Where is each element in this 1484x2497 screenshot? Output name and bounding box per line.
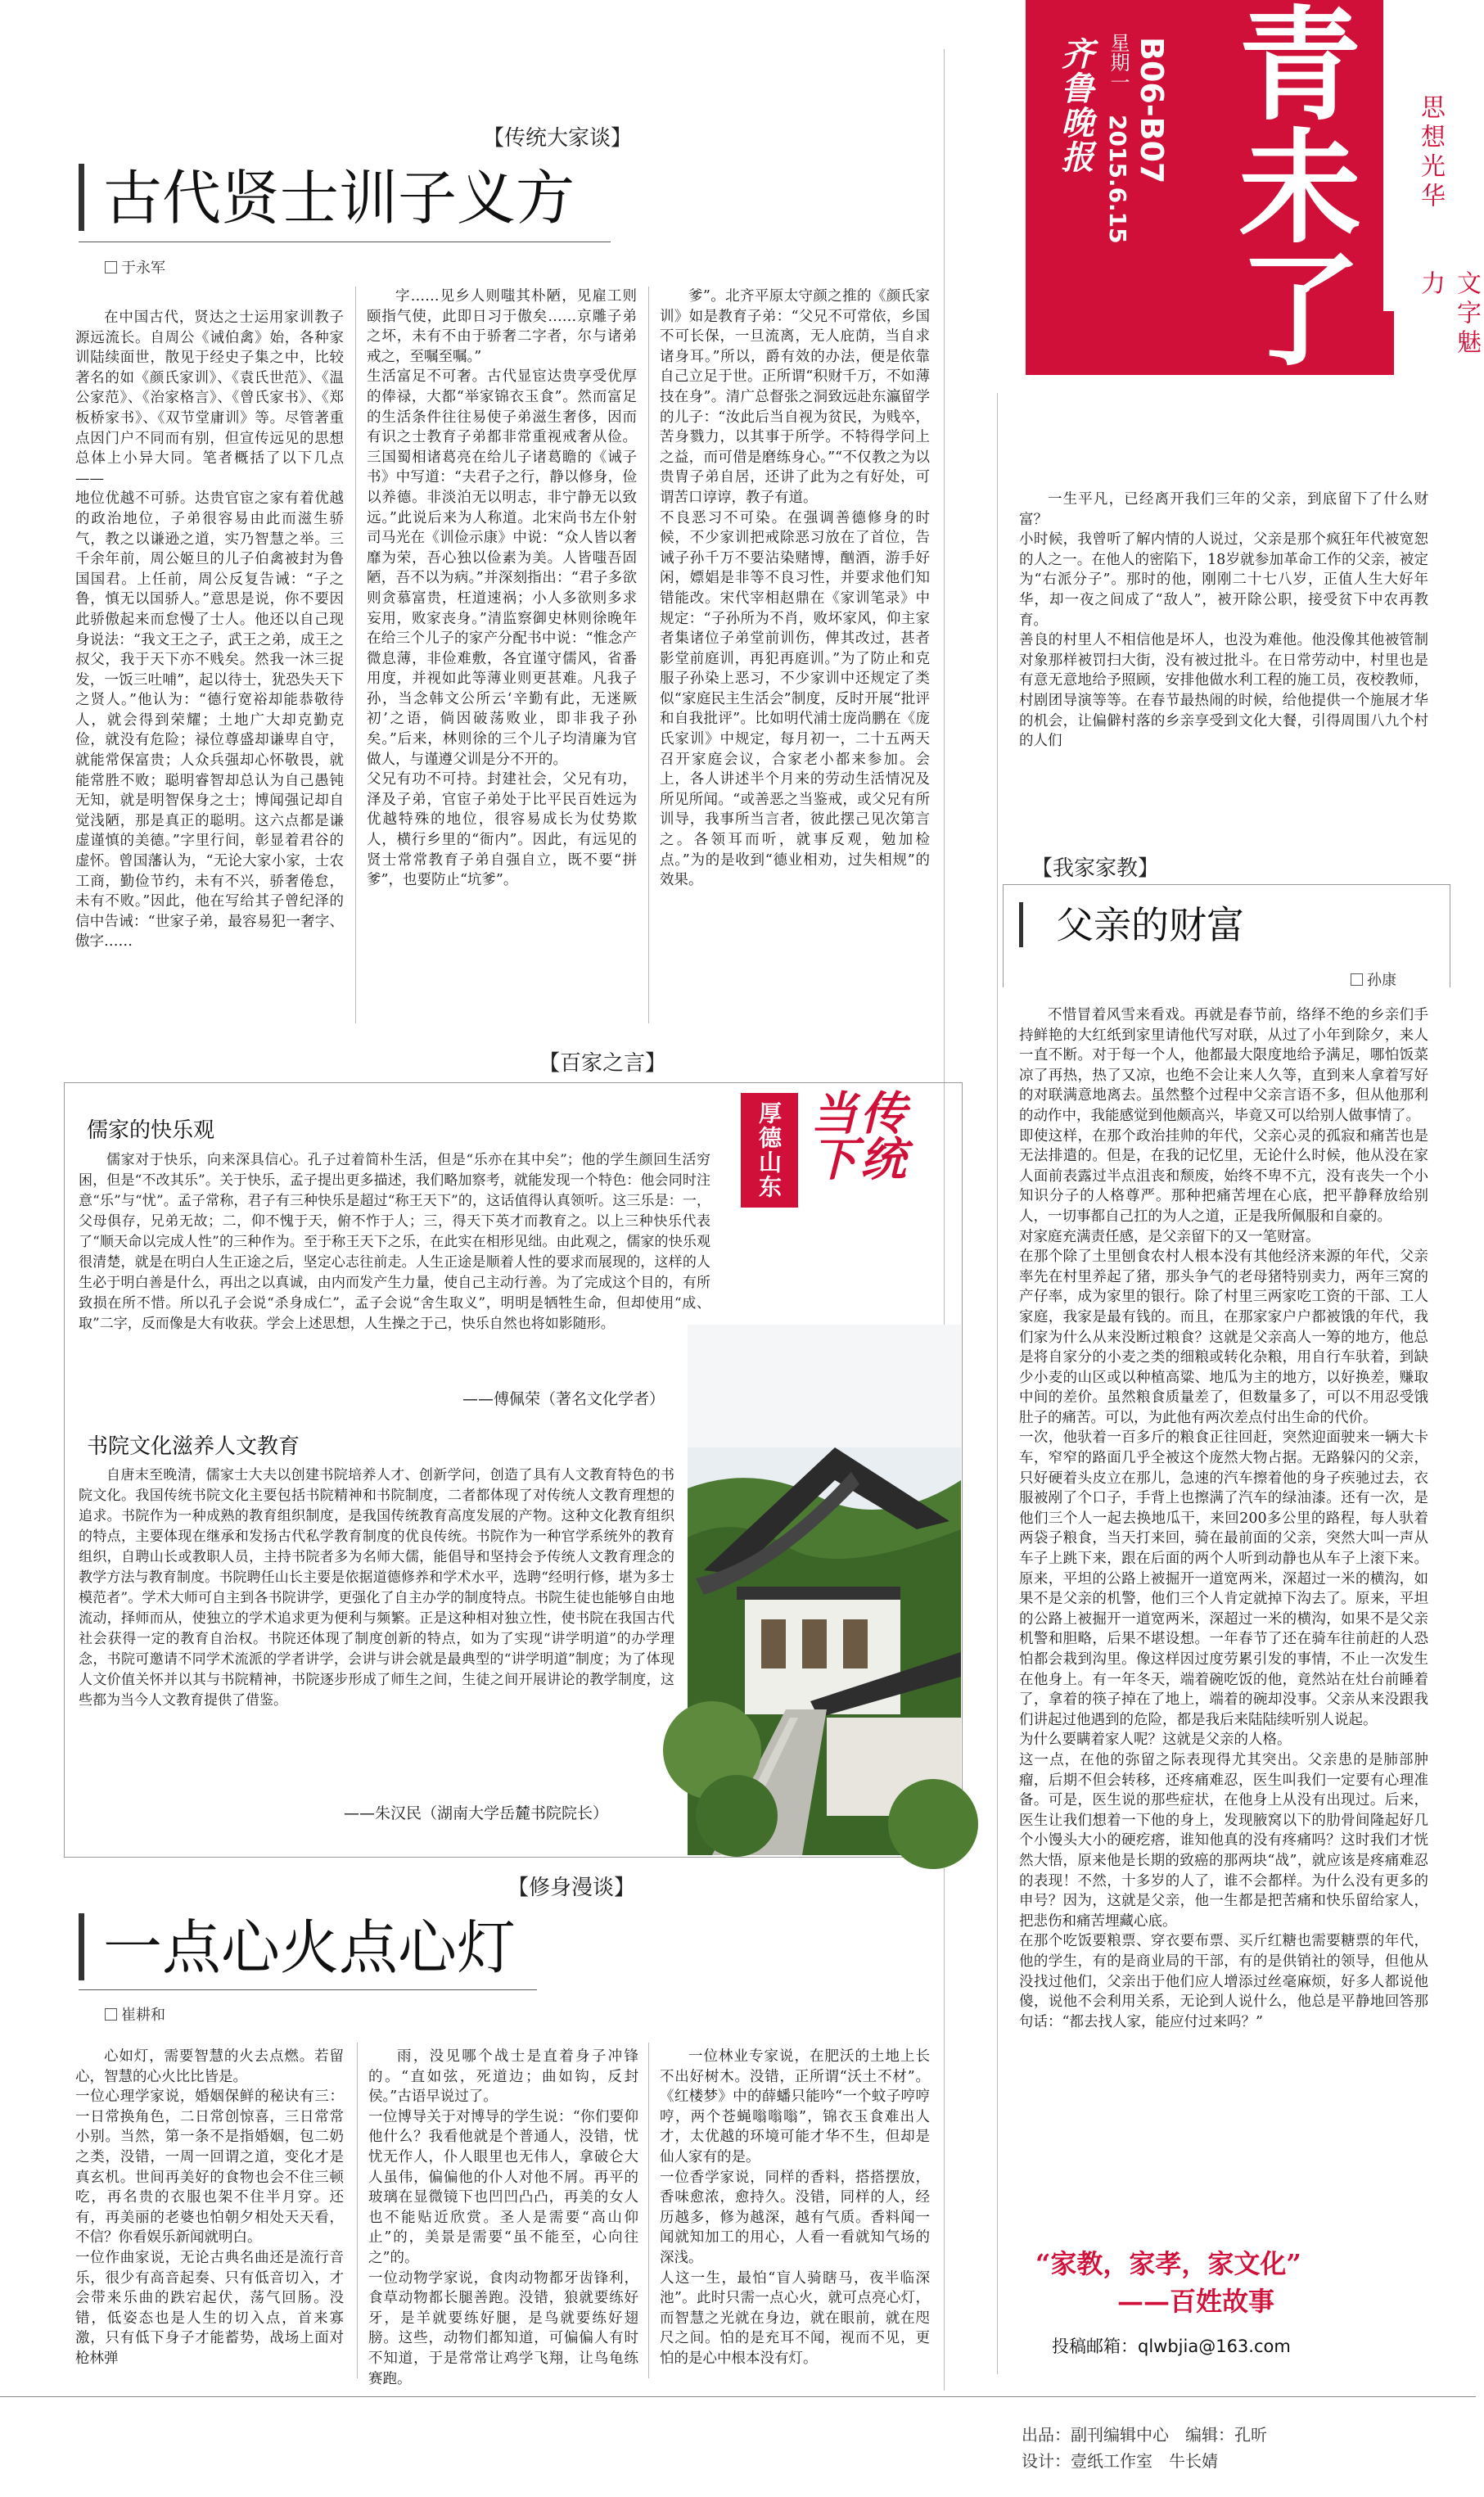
article4-byline bbox=[1351, 969, 1396, 990]
footer-credits-1: 出品：副刊编辑中心 编辑：孔昕 bbox=[1022, 2425, 1267, 2445]
byline-square-icon bbox=[105, 261, 117, 273]
col-divider bbox=[997, 393, 998, 2374]
sub2-text: 自唐末至晚清，儒家士大夫以创建书院培养人才、创新学问，创造了具有人文教育特色的书院文化。我国传统书院文化主要包括书院精神和书院制度，二者都体现了对传统人文教育理想的追求。书院作为一种成熟的教育组织制度，是我国传统教育高度发展的产物。这种文化教育组织的特点，主要体现在继承和发扬古代私学教育制度的优良传统。书院作为一种官学系统外的教育组织，自聘山长或教职人员，主持书院者多为名师大儒，能倡导和坚持会予传统人文教育理念的教学方法与教育制度。书院聘任山长主要是依据道德修养和学术水平，选聘“经明行修，堪为多士模范者”。学术大师可自主到各书院讲学，更强化了自主办学的制度特点。书院生徒也能够自由地流动，择师而从，使独立的学术追求更为便利与频繁。正是这种相对独立性，使书院在我国古代社会获得一定的教育自治权。书院还体现了制度创新的特点，如为了实现“讲学明道”的办学理念，书院可邀请不同学术流派的学者讲学，会讲与讲会就是最典型的“讲学明道”制度；为了体现人文价值关怀并以其与书院精神，书院逐步形成了师生之间，生徒之间开展讲论的教学制度，这些都为当今人文教育提供了借鉴。 bbox=[79, 1467, 674, 1709]
sub2-title: 书院文化滋养人文教育 bbox=[87, 1434, 300, 1459]
article3-title-bar bbox=[79, 1913, 84, 1980]
article1-tag: 【传统大家谈】 bbox=[483, 126, 633, 151]
article3-tag: 【修身漫谈】 bbox=[507, 1876, 636, 1900]
article1-col2: 字……见乡人则嗤其朴陋，见雇工则颐指气使，此即日习于傲矣……京雕子弟之坏，未有不由于骄奢二字者，尔与诸弟戒之，至嘱至嘱。” 生活富足不可奢。古代显宦达贵享受优厚的俸禄，大都“举家锦衣玉食”。然而富足的生活条件往往易使子弟滋生奢侈，因而有识之士教育子弟都非常重视戒奢从俭。三国蜀相诸葛亮在给儿子诸葛瞻的《诫子书》中写道：“夫君子之行，静以修身，俭以养德。非淡泊无以明志，非宁静无以致远。”此说后来为人称道。北宋尚书左仆射司马光在《训俭示康》中说：“众人皆以奢靡为荣，吾心独以俭素为美。人皆嗤吾固陋，吾不以为病。”并深刻指出：“君子多欲则贪慕富贵，枉道速祸；小人多欲则多求妄用，败家丧身。”清监察御史林则徐晚年在给三个儿子的家产分配书中说：“惟念产微息薄，非俭难敷，各宜谨守儒风，省番用度，并视如此等薄业则更甚难。凡我子孙，当念韩文公所云‘辛勤有此，无迷厥初’之语，倘因破荡败业，即非我子孙矣。”后来，林则徐的三个儿子均清廉为官做人，与谨遵父训是分不开的。 父兄有功不可持。封建社会，父兄有功，泽及子弟，官宦子弟处于比平民百姓远为优越特殊的地位，很容易成长为仗势欺人，横行乡里的“衙内”。因此，有远见的贤士常常教育子弟自强自立，既不要“拼爹”，也要防止“坑爹”。 bbox=[367, 288, 637, 889]
section-title: 青未了 bbox=[1187, 0, 1383, 375]
sub1-author: ——傅佩荣（著名文化学者） bbox=[462, 1390, 665, 1408]
sub2-author: ——朱汉民（湖南大学岳麓书院院长） bbox=[344, 1804, 609, 1822]
article4-intro: 一生平凡，已经离开我们三年的父亲，到底留下了什么财富？ 小时候，我曾听了解内情的人说过，父亲是那个疯狂年代被宽恕的人之一。在他人的密陷下，18岁就参加革命工作的父亲，被定为“右派分子”。那时的他，刚刚二十七八岁，正值人生大好年华，却一夜之间成了“敌人”，被开除公职，接受贫下中农再教育。 善良的村里人不相信他是坏人，也没为难他。他没像其他被管制对象那样被罚扫大街，没有被过批斗。在日常劳动中，村里也是有意无意地给予照顾，安排他做水利工程的施工员，夜校教师，村剧团导演等等。在春节最热闹的时候，给他提供一个施展才华的机会，让偏僻村落的乡亲享受到文化大餐，引得周围八九个村的人们 bbox=[1019, 491, 1428, 750]
byline-square-icon bbox=[105, 2008, 117, 2021]
article1-author: 于永军 bbox=[121, 260, 165, 277]
article3-col3: 一位林业专家说，在肥沃的土地上长不出好树木。没错，正所谓“沃土不材”。《红楼梦》中的薛蟠只能吟“一个蚊子哼哼哼，两个苍蝇嗡嗡嗡”，锦衣玉食难出人才，太优越的环境可能才华不生，但却是仙人家有的是。 一位香学家说，同样的香料，搭搭摆放，香味愈浓，愈持久。没错，同样的人，经历越多，修为越深，越有气质。香料闻一闻就知加工的用心，人看一看就知气场的深浅。 人这一生，最怕“盲人骑瞎马，夜半临深池”。此时只需一点心火，就可点亮心灯，而智慧之光就在身边，就在眼前，就在咫尺之间。怕的是充耳不闻，视而不见，更怕的是心中根本没有灯。 bbox=[660, 2048, 930, 2367]
academy-photo bbox=[688, 1325, 961, 1855]
byline-square-icon bbox=[1351, 973, 1363, 986]
col-divider bbox=[355, 287, 356, 1023]
family-slogan-line2: ——百姓故事 bbox=[1117, 2286, 1275, 2317]
article3-title-rule bbox=[79, 1989, 537, 1990]
article4-author: 孙康 bbox=[1367, 972, 1396, 989]
article4-title-bar bbox=[1019, 902, 1023, 947]
academy-photo-illustration bbox=[688, 1325, 961, 1855]
article3-col1: 心如灯，需要智慧的火去点燃。若留心，智慧的心火比比皆是。 一位心理学家说，婚姻保鲜的秘诀有三：一日常换角色，二日常创惊喜，三日常常小别。当然，第一条不是指婚姻，包二奶之类，没错，一周一回谓之道，变化才是真玄机。世间再美好的食物也会不住三顿吃，再名贵的衣服也架不住半月穿。还有，再美丽的老婆也怕朝夕相处天天看，不信？你看娱乐新闻就明白。 一位作曲家说，无论古典名曲还是流行音乐，很少有高音起奏、只有低音切入，才会带来乐曲的跌宕起伏，荡气回肠。没错，低姿态也是人生的切入点，首来寡激，只有低下身子才能蓄势，战场上面对枪林弹 bbox=[75, 2048, 344, 2367]
submission-email: 投稿邮箱：qlwbjia@163.com bbox=[1052, 2337, 1291, 2356]
article4-tag: 【我家家教】 bbox=[1031, 856, 1160, 881]
article4-title: 父亲的财富 bbox=[1056, 903, 1244, 947]
article1-title-bar bbox=[79, 164, 84, 231]
article1-title: 古代贤士训子义方 bbox=[103, 164, 575, 233]
issue-weekday: 星期一 bbox=[1107, 33, 1130, 92]
footer-rule bbox=[0, 2396, 1476, 2397]
col-divider bbox=[357, 2043, 358, 2378]
family-slogan-line1: “家教，家孝，家文化” bbox=[1035, 2248, 1301, 2279]
col-divider bbox=[648, 287, 649, 1023]
article3-col2: 雨，没见哪个战士是直着身子冲锋的。“直如弦，死道边；曲如钩，反封侯。”古语早说过了。 一位博导关于对博导的学生说：“你们要仰他什么？我看他就是个普通人，没错，忧忧无作人，仆人眼里也无伟人，拿破仑大人虽伟，偏偏他的仆人对他不屑。再平的玻璃在显微镜下也凹凹凸凸，再美的女人也不能贴近欣赏。圣人是需要“高山仰止”的，美景是需要“虽不能至，心向往之”的。 一位动物学家说，食肉动物都牙齿锋利，食草动物都长腿善跑。没错，狼就要练好牙，是羊就要练好腿，是鸟就要练好翅膀。这些，动物们都知道，可偏偏人有时不知道，于是常常让鸡学飞翔，让鸟龟练赛跑。 bbox=[368, 2048, 638, 2387]
slogan-1: 思想光华 bbox=[1416, 94, 1445, 212]
article3-author: 崔耕和 bbox=[121, 2007, 165, 2024]
seal-right-text: 传统当下 bbox=[804, 1089, 907, 1181]
col-divider bbox=[648, 2043, 649, 2378]
paper-logo: 齐鲁晚报 bbox=[1056, 37, 1094, 174]
heritage-seal bbox=[741, 1093, 798, 1208]
family-slogan bbox=[1035, 2243, 1396, 2319]
article4-main: 不惜冒着风雪来看戏。再就是春节前，络绎不绝的乡亲们手持鲜艳的大红纸到家里请他代写对联，从过了小年到除夕，来人一直不断。对于每一个人，他都最大限度地给予满足，哪怕饭菜凉了再热，热了又凉，也绝不会让来人久等，直到来人拿着写好的对联满意地离去。虽然整个过程中父亲言语不多，但从他那利的动作中，我能感觉到他颇高兴，毕竟又可以给别人做事情了。 即使这样，在那个政治挂帅的年代，父亲心灵的孤寂和痛苦也是无法排遣的。但是，在我的记忆里，无论什么时候，他从没在家人面前表露过半点沮丧和颓废，始终不卑不亢，没有丧失一个小知识分子的人格尊严。那种把痛苦埋在心底，把平静释放给别人，一切事都自己扛的为人之道，正是我所佩服和自豪的。 对家庭充满责任感，是父亲留下的又一笔财富。 在那个除了土里刨食农村人根本没有其他经济来源的年代，父亲率先在村里养起了猪，那头争气的老母猪特别卖力，两年三窝的产仔率，成为家里的银行。除了村里三两家吃工资的干部、工人家庭，我家是最有钱的。而且，在那家家户户都被饿的年代，我们家为什么从来没断过粮食？这就是父亲高人一筹的地方，他总是将自家分的小麦之类的细粮或转化杂粮，用自行车驮着，到缺少小麦的山区或以种植高粱、地瓜为主的地方，以好换差，赚取中间的差价。虽然粮食质量差了，但数量多了，可以不用忍受饿肚子的痛苦。可以，为此他有两次差点付出生命的代价。 一次，他驮着一百多斤的粮食正往回赶，突然迎面驶来一辆大卡车，窄窄的路面几乎全被这个庞然大物占据。无路躲闪的父亲，只好硬着头皮立在那儿，急速的汽车擦着他的身子疾驰过去，衣服被剐了个口子，手背上也擦满了汽车的绿油漆。还有一次，是他们三个人一起去换地瓜干，来回200多公里的路程，每人驮着两袋子粮食，当天打来回，骑在最前面的父亲，突然大叫一声从车子上跳下来，跟在后面的两个人听到动静也从车子上滚下来。原来，平坦的公路上被掘开一道宽两米，深超过一米的横沟，如果不是父亲的机警，他们三个人肯定就掉下沟去了。原来，平坦的公路上被掘开一道宽两米，深超过一米的横沟，如果不是父亲机警和胆略，后果不堪设想。一年春节了还在骑车往前赶的人恐怕都会栽到沟里。像这样因过度劳累引发的事情，不止一次发生在他身上。有一年冬天，端着碗吃饭的他，竟然站在灶台前睡着了，拿着的筷子掉在了地上，端着的碗却没事。父亲从来没跟我们讲起过他遇到的危险，都是我后来陆陆续听别人说起。 为什么要瞒着家人呢？这就是父亲的人格。 这一点，在他的弥留之际表现得尤其突出。父亲患的是肺部肿瘤，后期不但会转移，还疼痛难忍，医生叫我们一定要有心理准备。可是，医生说的那些症状，在他身上从没有出现过。后来，医生让我们想着一下他的身上，发现腋窝以下的肋骨间隆起好几个小馒头大小的硬疙瘩，谁知他真的没有疼痛吗？这时我们才恍然大悟，原来他是长期的致癌的那两块“战”，就应该是疼痛难忍的表现！不然，十多岁的人了，谁不会都样。为什么没有更多的申号？因为，这就是父亲，他一生都是把苦痛和快乐留给家人，把悲伤和痛苦埋藏心底。 在那个吃饭要粮票、穿衣要布票、买斤红糖也需要糖票的年代，他的学生，有的是商业局的干部，有的是供销社的领导，但他从没找过他们，父亲出于他们应人增添过丝毫麻烦，好多人都说他傻，说他不会利用关系，无论到人说什么，他总是平静地回答那句话：“都去找人家，能应付过来吗？” bbox=[1019, 1007, 1428, 2030]
article1-byline bbox=[105, 256, 165, 278]
sub1-text: 儒家对于快乐，向来深具信心。孔子过着简朴生活，但是“乐亦在其中矣”；他的学生颜回生活穷困，但是“不改其乐”。关于快乐，孟子提出更多描述，我们略加察考，就能发现一个特色：他会同时注意“乐”与“忧”。孟子常称，君子有三种快乐是超过“称王天下”的，这话值得认真领听。这三乐是：一，父母俱存，兄弟无故；二，仰不愧于天，俯不怍于人；三，得天下英才而教育之。以上三种快乐代表了“顺天命以完成人性”的三种作为。至于称王天下之乐，在此实在相形见绌。由此观之，儒家的快乐观很清楚，就是在明白人生正途之后，坚定心志往前走。人生正途是顺着人性的要求而展现的，这样的人生必于明白善是什么，再出之以真诚，由内而发产生力量，使自己主动行善。为了完成这个目的，有所致损在所不惜。所以孔子会说“杀身成仁”，孟子会说“舍生取义”，明明是牺牲生命，但却使用“成、取”二字，反而像是大有收获。学会上述思想，人生操之于己，快乐自然也将如影随形。 bbox=[79, 1152, 710, 1332]
masthead bbox=[1019, 0, 1481, 385]
article1-col1: 在中国古代，贤达之士运用家训教子源远流长。自周公《诫伯禽》始，各种家训陆续面世，散见于经史子集之中，比较著名的如《颜氏家训》、《袁氏世范》、《温公家范》、《治家格言》、《曾氏家书》、《郑板桥家书》、《双节堂庸训》等。尽管著重点因门户不同而有别，但宣传远见的思想总体上小异大同。笔者概括了以下几点—— 地位优越不可骄。达贵官宦之家有着优越的政治地位，子弟很容易由此而滋生骄气，教之以谦逊之道，实乃智慧之举。三千余年前，周公姬旦的儿子伯禽被封为鲁国国君。上任前，周公反复告诫：“子之鲁，慎无以国骄人。”意思是说，你不要因此骄傲起来而怠慢了士人。他还以自己现身说法：“我文王之子，武王之弟，成王之叔父，我于天下亦不贱矣。然我一沐三捉发，一饭三吐哺”，起以待士，犹恐失天下之贤人。”他认为：“德行宽裕却能恭敬待人，就会得到荣耀；土地广大却克勤克俭，就没有危险；禄位尊盛却谦卑自守，就能常保富贵；人众兵强却心怀敬畏，就能常胜不败；聪明睿智却总认为自己愚钝无知，就是明智保身之士；博闻强记却自觉浅陋，那是真正的聪明。这六点都是谦虚谨慎的美德。”字里行间，彰显着君谷的虚怀。曾国藩认为，“无论大家小家，士农工商，勤俭节约，未有不兴，骄奢倦怠，未有不败。”因此，他在写给其子曾纪泽的信中告诫：“世家子弟，最容易犯一奢字、傲字…… bbox=[75, 309, 344, 950]
article3-byline bbox=[105, 2003, 165, 2025]
sub1-title: 儒家的快乐观 bbox=[87, 1118, 215, 1143]
article2-tag: 【百家之言】 bbox=[539, 1051, 667, 1076]
issue-pages: B06-B07 bbox=[1134, 37, 1170, 184]
slogan-2: 文字魅力 bbox=[1416, 270, 1481, 359]
article3-title: 一点心火点心灯 bbox=[103, 1913, 516, 1982]
footer-credits-2: 设计：壹纸工作室 牛长婧 bbox=[1022, 2451, 1218, 2471]
issue-date: 2015.6.15 bbox=[1104, 115, 1131, 244]
article1-col3: 爹”。北齐平原太守颜之推的《颜氏家训》如是教育子弟：“父兄不可常依，乡国不可长保，一旦流离，无人庇荫，当自求诸身耳。”所以，爵有效的办法，便是依靠自己立足于世。正所谓“积财千万，不如薄技在身”。清广总督张之洞致远赴东瀛留学的儿子：“汝此后当自视为贫民，为贱卒，苦身戮力，以其事于所学。不特得学问上之益，而可借是磨练身心。”“不仅教之为以贵冑子弟自居，还讲了此为之有好处，可谓苦口谆谆，教子有道。 不良恶习不可染。在强调善德修身的时候，不少家训把戒除恶习放在了首位，告诫子孙千万不要沾染赌博，酗酒，游手好闲，嫖娼是非等不良习性，并要求他们知错能改。宋代宰相赵鼎在《家训笔录》中规定：“子孙所为不肖，败坏家风，仰主家者集诸位子弟堂前训伤，俾其改过，甚者影堂前庭训，再犯再庭训。”为了防止和克服子孙染上恶习，不少家训中还规定了类似“家庭民主生活会”制度，反时开展“批评和自我批评”。比如明代浦士庞尚鹏在《庞氏家训》中规定，每月初一，二十五两天召开家庭会议，合家老小都来参加。会上，各人讲述半个月来的劳动生活情况及所见所闻。“或善恶之当鉴戒，或父兄有所训导，我事所当言者，彼此摆己见次第言之。各领耳而听，就事反观，勉加检点。”为的是收到“德业相劝，过失相规”的效果。 bbox=[660, 288, 930, 889]
seal-left-text: 厚德山东 bbox=[756, 1101, 783, 1199]
